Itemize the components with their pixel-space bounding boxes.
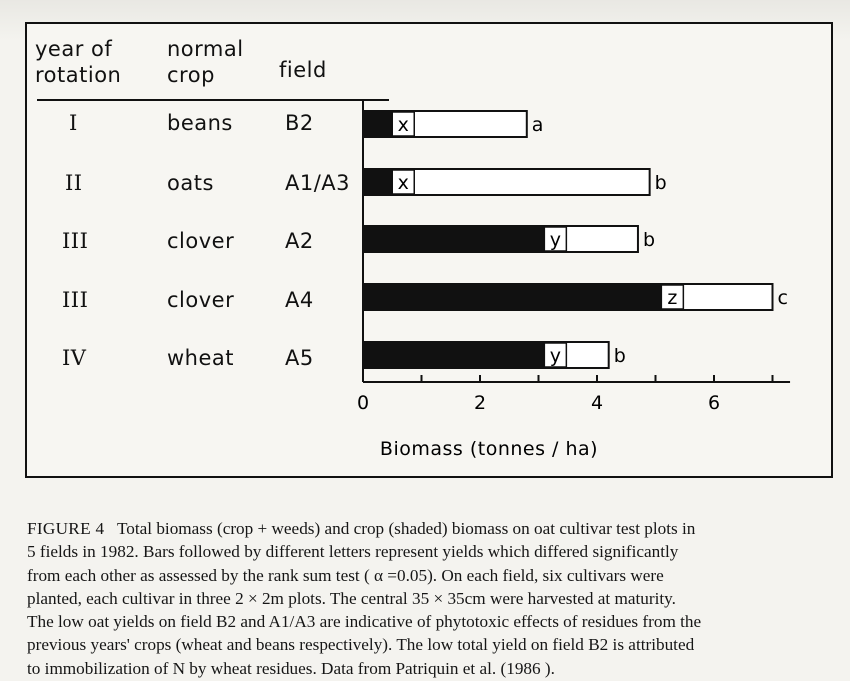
header-field-line-1: field: [279, 58, 327, 82]
row-3-crop: clover: [167, 229, 235, 253]
row-2-year: II: [65, 171, 83, 195]
row-4-crop: clover: [167, 288, 235, 312]
total-significance-letter: a: [531, 114, 544, 136]
biomass-bar-chart: [27, 24, 831, 476]
row-1-crop: beans: [167, 111, 233, 135]
row-4-year: III: [62, 288, 89, 312]
caption-text-1: Total biomass (crop + weeds) and crop (shaded) biomass on oat cultivar test plots in: [116, 519, 696, 538]
x-tick-label: 6: [707, 392, 721, 414]
row-1-year: I: [69, 111, 78, 135]
caption-line-6: previous years' crops (wheat and beans respectively). The low total yield on field B2 is attributed: [27, 635, 695, 655]
crop-biomass-bar: [363, 169, 392, 195]
total-significance-letter: b: [642, 229, 656, 251]
row-4-field: A4: [285, 288, 314, 312]
row-5-crop: wheat: [167, 346, 235, 370]
header-year-line-2: rotation: [35, 63, 122, 87]
crop-biomass-bar: [363, 342, 544, 368]
row-2-crop: oats: [167, 171, 214, 195]
header-crop-line-2: crop: [167, 63, 215, 87]
row-5-year: IV: [62, 346, 87, 370]
header-crop-line-1: normal: [167, 37, 244, 61]
total-significance-letter: b: [613, 345, 626, 367]
x-tick-label: 2: [473, 392, 487, 414]
crop-biomass-bar: [363, 111, 392, 137]
caption-line-7: to immobilization of N by wheat residues. Data from Patriquin et al. (1986 ).: [27, 658, 555, 678]
crop-significance-letter: y: [549, 229, 561, 251]
figure-frame: [25, 22, 833, 478]
row-3-field: A2: [285, 229, 314, 253]
caption-line-2: 5 fields in 1982. Bars followed by different letters represent yields which differed significantly: [27, 542, 679, 562]
row-5-field: A5: [285, 346, 314, 370]
crop-biomass-bar: [363, 226, 544, 252]
caption-line-4: planted, each cultivar in three 2 × 2m plots. The central 35 × 35cm were harvested at maturity.: [27, 588, 676, 608]
row-3-year: III: [62, 229, 89, 253]
total-significance-letter: c: [777, 287, 788, 309]
crop-biomass-bar: [363, 284, 661, 310]
crop-significance-letter: y: [549, 345, 561, 367]
x-tick-label: 0: [356, 392, 370, 414]
figure-label: FIGURE 4: [27, 519, 105, 538]
row-1-field: B2: [285, 111, 314, 135]
total-significance-letter: b: [654, 172, 667, 194]
header-year-line-1: year of: [35, 37, 113, 61]
caption-line-5: The low oat yields on field B2 and A1/A3 are indicative of phytotoxic effects of residues from the: [27, 612, 702, 632]
figure-caption: [27, 517, 822, 680]
x-axis-title: Biomass (tonnes / ha): [379, 438, 599, 460]
crop-significance-letter: x: [397, 114, 409, 136]
crop-significance-letter: z: [667, 287, 678, 309]
row-2-field: A1/A3: [285, 171, 351, 195]
caption-line-3: from each other as assessed by the rank sum test ( α =0.05). On each field, six cultivars were: [27, 565, 664, 585]
caption-line-1: [27, 517, 822, 540]
x-tick-label: 4: [590, 392, 604, 414]
crop-significance-letter: x: [397, 172, 409, 194]
